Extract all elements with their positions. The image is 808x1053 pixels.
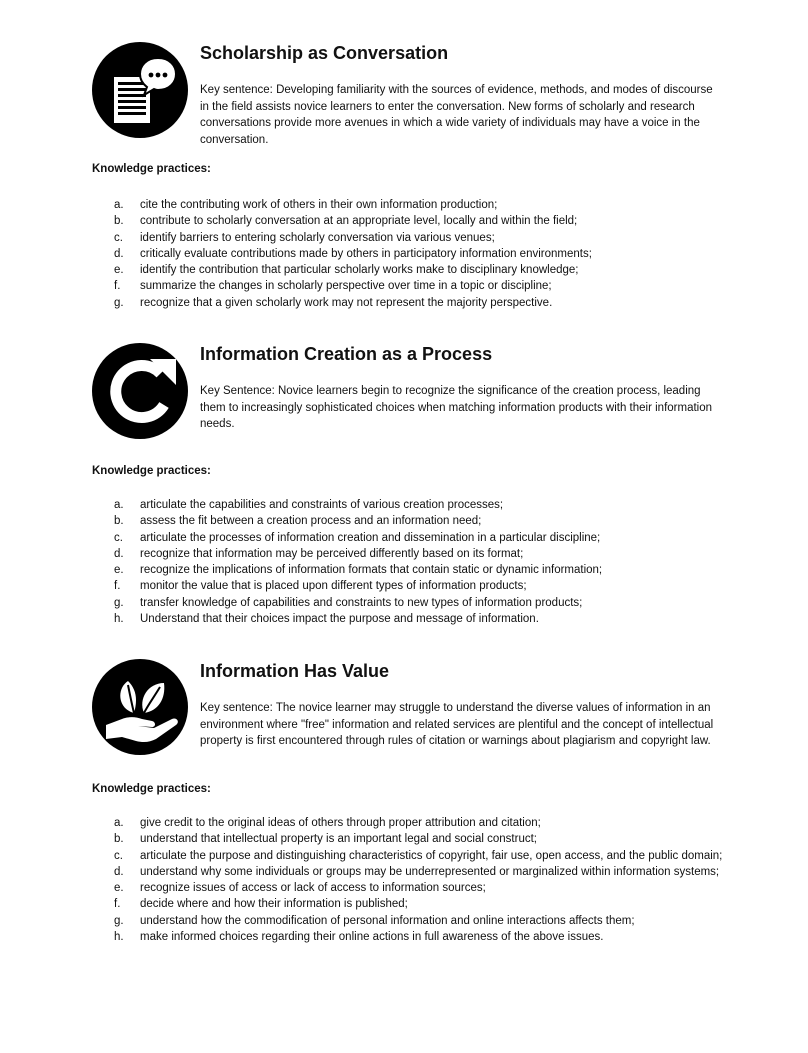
list-item [114, 595, 724, 611]
knowledge-practices-list [114, 815, 724, 945]
item-text: understand why some individuals or groups may be underrepresented or marginalized within information systems; [140, 865, 720, 878]
item-letter: b. [114, 215, 124, 228]
list-item [114, 929, 724, 945]
item-text: understand how the commodification of personal information and online interactions affects them; [140, 914, 635, 927]
list-item [114, 230, 724, 246]
list-item [114, 562, 724, 578]
key-sentence: Key Sentence: Novice learners begin to recognize the significance of the creation process, leading them to increasingly sophisticated choices when matching information products with their information needs. [200, 385, 713, 430]
knowledge-practices-label: Knowledge practices: [92, 783, 211, 795]
item-text: identify barriers to entering scholarly conversation via various venues; [140, 231, 495, 244]
hand-leaves-icon [92, 659, 188, 755]
item-text: assess the fit between a creation process and an information need; [140, 515, 482, 528]
knowledge-practices-label: Knowledge practices: [92, 163, 211, 175]
key-sentence: Key sentence: The novice learner may struggle to understand the diverse values of information in an environment where "free" information and related services are plentiful and the concept of intellectual property is first encountered through rules of citation or warnings about plagiarism and copyright law. [200, 702, 714, 747]
list-item [114, 530, 724, 546]
list-item [114, 831, 724, 847]
item-text: summarize the changes in scholarly perspective over time in a topic or discipline; [140, 280, 552, 293]
item-text: monitor the value that is placed upon different types of information products; [140, 580, 527, 593]
item-text: transfer knowledge of capabilities and constraints to new types of information products; [140, 596, 583, 609]
item-letter: b. [114, 833, 124, 846]
item-text: Understand that their choices impact the purpose and message of information. [140, 613, 539, 626]
list-item [114, 880, 724, 896]
item-letter: c. [114, 231, 123, 244]
item-letter: g. [114, 296, 124, 309]
refresh-cycle-icon [92, 343, 188, 439]
item-letter: a. [114, 499, 124, 511]
item-letter: h. [114, 613, 124, 626]
knowledge-practices-list [114, 197, 724, 311]
item-text: articulate the purpose and distinguishing characteristics of copyright, fair use, open access, and the public domain; [140, 849, 723, 862]
item-letter: g. [114, 596, 124, 609]
list-item [114, 278, 724, 294]
item-letter: e. [114, 564, 124, 577]
item-text: cite the contributing work of others in their own information production; [140, 199, 498, 211]
list-item [114, 578, 724, 594]
list-item [114, 246, 724, 262]
item-letter: f. [114, 280, 121, 293]
item-letter: f. [114, 580, 121, 593]
item-text: give credit to the original ideas of others through proper attribution and citation; [140, 817, 541, 829]
item-letter: e. [114, 264, 124, 277]
list-item [114, 896, 724, 912]
item-text: recognize that information may be perceived differently based on its format; [140, 547, 524, 560]
item-letter: d. [114, 247, 124, 260]
item-text: critically evaluate contributions made by others in participatory information environments; [140, 247, 592, 260]
item-text: decide where and how their information is published; [140, 898, 408, 911]
list-item [114, 295, 724, 311]
list-item [114, 864, 724, 880]
item-letter: c. [114, 849, 123, 862]
list-item [114, 546, 724, 562]
knowledge-practices-label: Knowledge practices: [92, 465, 211, 477]
section-title: Scholarship as Conversation [200, 43, 449, 63]
section-title: Information Has Value [200, 661, 390, 681]
item-letter: d. [114, 547, 124, 560]
item-text: recognize the implications of information formats that contain static or dynamic information; [140, 564, 603, 577]
list-item [114, 913, 724, 929]
key-sentence: Key sentence: Developing familiarity with the sources of evidence, methods, and modes of discourse in the field assists novice learners to enter the conversation. New forms of scholarly and research conversations provide more avenues in which a wide variety of individuals may have a voice in the conversation. [200, 84, 713, 146]
item-text: understand that intellectual property is an important legal and social construct; [140, 833, 537, 846]
list-item [114, 611, 724, 627]
list-item [114, 513, 724, 529]
item-letter: a. [114, 817, 124, 829]
item-letter: c. [114, 531, 123, 544]
item-text: make informed choices regarding their online actions in full awareness of the above issues. [140, 931, 604, 944]
section-title: Information Creation as a Process [200, 344, 493, 364]
item-letter: g. [114, 914, 124, 927]
item-text: identify the contribution that particular scholarly works make to disciplinary knowledge; [140, 264, 579, 277]
list-item [114, 197, 724, 213]
item-text: articulate the capabilities and constraints of various creation processes; [140, 499, 504, 511]
list-item [114, 848, 724, 864]
list-item [114, 262, 724, 278]
item-letter: h. [114, 931, 124, 944]
item-text: articulate the processes of information creation and dissemination in a particular discipline; [140, 531, 601, 544]
item-letter: e. [114, 882, 124, 895]
item-letter: a. [114, 199, 124, 211]
list-item [114, 497, 724, 513]
item-text: recognize that a given scholarly work may not represent the majority perspective. [140, 296, 553, 309]
item-text: contribute to scholarly conversation at an appropriate level, locally and within the field; [140, 215, 578, 228]
knowledge-practices-list [114, 497, 724, 627]
list-item [114, 213, 724, 229]
item-letter: d. [114, 865, 124, 878]
document-speech-bubble-icon [92, 42, 188, 138]
list-item [114, 815, 724, 831]
item-letter: b. [114, 515, 124, 528]
item-letter: f. [114, 898, 121, 911]
item-text: recognize issues of access or lack of access to information sources; [140, 882, 486, 895]
